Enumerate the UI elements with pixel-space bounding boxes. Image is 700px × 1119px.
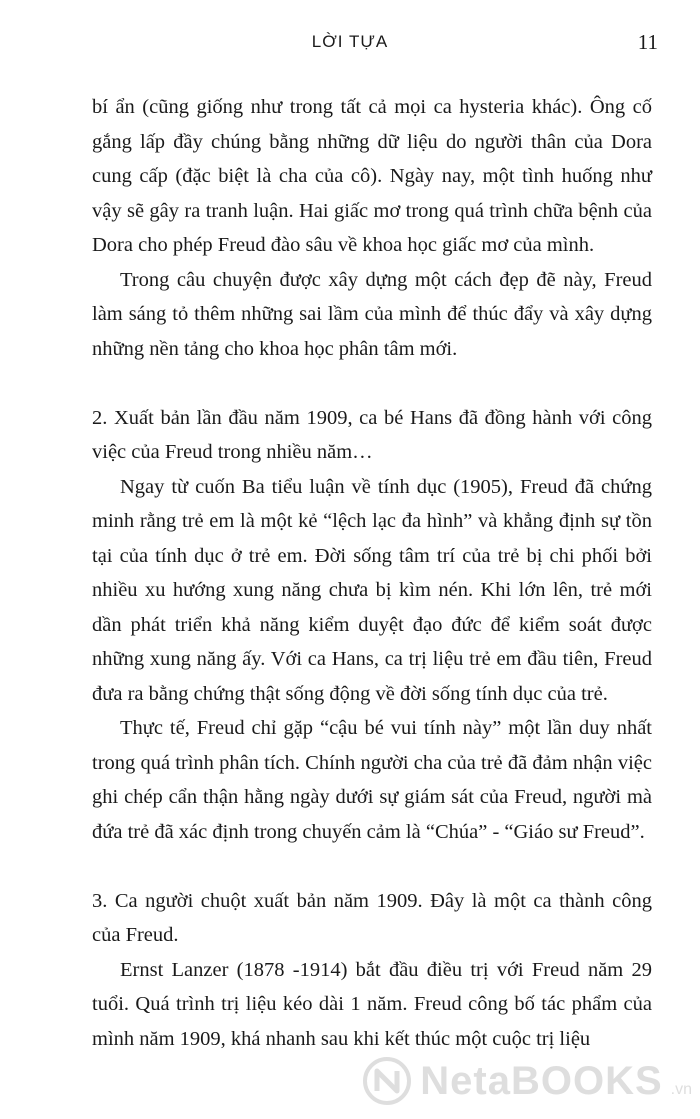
running-title: LỜI TỰA xyxy=(311,32,389,51)
watermark xyxy=(362,1055,692,1107)
paragraph-continuation: bí ẩn (cũng giống như trong tất cả mọi ca hysteria khác). Ông cố gắng lấp đầy chúng bằng những dữ liệu do người thân của Dora cung cấp (đặc biệt là cha của cô). Ngày nay, một tình huống như vậy sẽ gây ra tranh luận. Hai giấc mơ trong quá trình chữa bệnh của Dora cho phép Freud đào sâu về khoa học giấc mơ của mình. xyxy=(92,96,652,256)
page-header xyxy=(0,30,700,60)
watermark-brand: NetaBOOKS xyxy=(420,1059,663,1103)
page-number: 11 xyxy=(637,30,658,54)
netabooks-n-logo-icon xyxy=(362,1056,412,1106)
section-heading-3: 3. Ca người chuột xuất bản năm 1909. Đây là một ca thành công của Freud. xyxy=(92,889,652,946)
paragraph: Trong câu chuyện được xây dựng một cách đẹp đẽ này, Freud làm sáng tỏ thêm những sai lầm của mình để thúc đẩy và xây dựng những nền tảng cho khoa học phân tâm mới. xyxy=(92,268,652,360)
paragraph: Thực tế, Freud chỉ gặp “cậu bé vui tính này” một lần duy nhất trong quá trình phân tích. Chính người cha của trẻ đã đảm nhận việc ghi chép cẩn thận hằng ngày dưới sự giám sát của Freud, người mà đứa trẻ đã xác định trong chuyến cảm là “Chúa” - “Giáo sư Freud”. xyxy=(92,717,652,843)
section-heading-2: 2. Xuất bản lần đầu năm 1909, ca bé Hans đã đồng hành với công việc của Freud trong nhiều năm… xyxy=(92,406,652,463)
paragraph: Ernst Lanzer (1878 -1914) bắt đầu điều trị với Freud năm 29 tuổi. Quá trình trị liệu kéo dài 1 năm. Freud công bố tác phẩm của mình năm 1909, khá nhanh sau khi kết thúc một cuộc trị liệu xyxy=(92,958,652,1050)
watermark-suffix: .vn xyxy=(670,1081,692,1098)
page-body xyxy=(92,90,652,1056)
paragraph: Ngay từ cuốn Ba tiểu luận về tính dục (1905), Freud đã chứng minh rằng trẻ em là một kẻ “lệch lạc đa hình” và khẳng định sự tồn tại của tính dục ở trẻ em. Đời sống tâm trí của trẻ bị chi phối bởi nhiều xu hướng xung năng chưa bị kìm nén. Khi lớn lên, trẻ mới dần phát triển khả năng kiểm duyệt đạo đức để kiểm soát được những xung năng ấy. Với ca Hans, ca trị liệu trẻ em đầu tiên, Freud đưa ra bằng chứng thật sống động về đời sống tính dục của trẻ. xyxy=(92,475,652,705)
